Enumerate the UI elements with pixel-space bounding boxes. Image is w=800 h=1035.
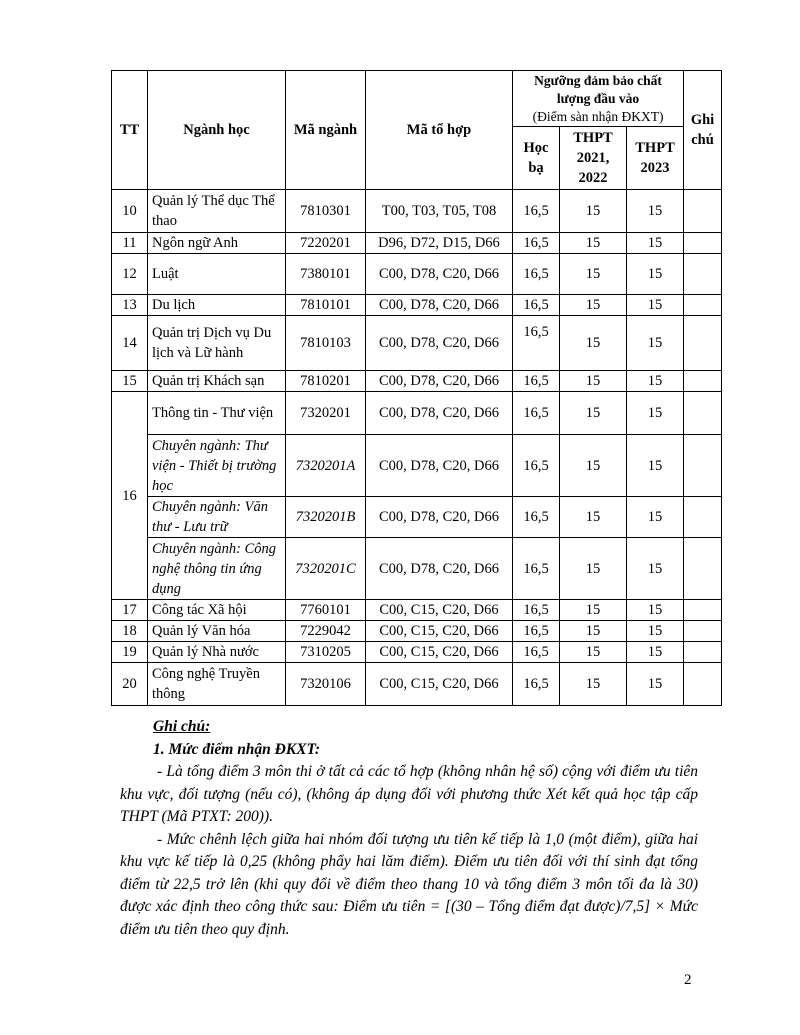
row-tt: 17 — [112, 600, 148, 621]
row-notes — [684, 663, 722, 706]
row-thpt-2021-2022: 15 — [560, 497, 627, 538]
table-row — [112, 621, 722, 642]
row-major-name: Chuyên ngành: Thư viện - Thiết bị trường học — [148, 435, 286, 497]
row-notes — [684, 497, 722, 538]
row-major-code: 7810301 — [286, 190, 366, 233]
row-hoc-ba: 16,5 — [513, 538, 560, 600]
row-combination: C00, D78, C20, D66 — [366, 371, 513, 392]
table-row — [112, 392, 722, 435]
row-notes — [684, 435, 722, 497]
header-thpt-2021-2022: THPT 2021, 2022 — [560, 127, 627, 190]
row-notes — [684, 392, 722, 435]
row-notes — [684, 233, 722, 254]
row-hoc-ba: 16,5 — [513, 497, 560, 538]
row-thpt-2021-2022: 15 — [560, 663, 627, 706]
notes-subtitle: 1. Mức điểm nhận ĐKXT: — [153, 740, 321, 758]
row-notes — [684, 254, 722, 295]
row-thpt-2021-2022: 15 — [560, 642, 627, 663]
table-row — [112, 233, 722, 254]
notes-title: Ghi chú: — [153, 718, 211, 735]
header-major-code: Mã ngành — [286, 71, 366, 190]
row-thpt-2021-2022: 15 — [560, 316, 627, 371]
row-hoc-ba: 16,5 — [513, 233, 560, 254]
row-hoc-ba: 16,5 — [513, 663, 560, 706]
row-combination: C00, C15, C20, D66 — [366, 600, 513, 621]
row-major-name: Luật — [148, 254, 286, 295]
row-major-code: 7220201 — [286, 233, 366, 254]
row-combination: C00, C15, C20, D66 — [366, 663, 513, 706]
row-major-name: Quản trị Dịch vụ Du lịch và Lữ hành — [148, 316, 286, 371]
header-major: Ngành học — [148, 71, 286, 190]
row-tt: 16 — [112, 392, 148, 600]
row-combination: C00, D78, C20, D66 — [366, 435, 513, 497]
row-notes — [684, 316, 722, 371]
row-major-name: Quản trị Khách sạn — [148, 371, 286, 392]
notes-section — [120, 716, 698, 941]
row-major-name: Công tác Xã hội — [148, 600, 286, 621]
row-combination: C00, C15, C20, D66 — [366, 621, 513, 642]
table-row — [112, 642, 722, 663]
row-tt: 18 — [112, 621, 148, 642]
row-major-code: 7320106 — [286, 663, 366, 706]
row-tt: 15 — [112, 371, 148, 392]
row-hoc-ba: 16,5 — [513, 295, 560, 316]
row-thpt-2021-2022: 15 — [560, 392, 627, 435]
row-tt: 12 — [112, 254, 148, 295]
row-major-code: 7229042 — [286, 621, 366, 642]
table-row — [112, 371, 722, 392]
row-hoc-ba: 16,5 — [513, 392, 560, 435]
row-tt: 20 — [112, 663, 148, 706]
table-row — [112, 600, 722, 621]
row-combination: C00, D78, C20, D66 — [366, 538, 513, 600]
table-row — [112, 316, 722, 371]
row-thpt-2023: 15 — [627, 642, 684, 663]
row-combination: C00, D78, C20, D66 — [366, 392, 513, 435]
page-number: 2 — [684, 972, 692, 988]
row-thpt-2023: 15 — [627, 371, 684, 392]
row-major-code: 7320201C — [286, 538, 366, 600]
row-notes — [684, 371, 722, 392]
row-major-name: Quản lý Thể dục Thể thao — [148, 190, 286, 233]
row-major-name: Quản lý Văn hóa — [148, 621, 286, 642]
row-thpt-2021-2022: 15 — [560, 538, 627, 600]
row-major-code: 7310205 — [286, 642, 366, 663]
row-thpt-2021-2022: 15 — [560, 621, 627, 642]
row-major-code: 7320201B — [286, 497, 366, 538]
row-combination: T00, T03, T05, T08 — [366, 190, 513, 233]
row-notes — [684, 295, 722, 316]
row-combination: C00, D78, C20, D66 — [366, 295, 513, 316]
header-tt: TT — [112, 71, 148, 190]
row-major-name: Thông tin - Thư viện — [148, 392, 286, 435]
row-thpt-2023: 15 — [627, 497, 684, 538]
header-notes: Ghi chú — [684, 71, 722, 190]
row-combination: C00, D78, C20, D66 — [366, 316, 513, 371]
row-tt: 11 — [112, 233, 148, 254]
row-major-name: Chuyên ngành: Văn thư - Lưu trữ — [148, 497, 286, 538]
row-major-name: Chuyên ngành: Công nghệ thông tin ứng dụng — [148, 538, 286, 600]
row-hoc-ba: 16,5 — [513, 621, 560, 642]
row-major-code: 7320201 — [286, 392, 366, 435]
row-hoc-ba: 16,5 — [513, 642, 560, 663]
row-thpt-2023: 15 — [627, 254, 684, 295]
row-major-code: 7810101 — [286, 295, 366, 316]
row-thpt-2021-2022: 15 — [560, 371, 627, 392]
notes-paragraph: - Là tổng điểm 3 môn thi ở tất cả các tổ hợp (không nhân hệ số) cộng với điểm ưu tiên khu vực, đối tượng (nếu có), (không áp dụng đối với phương thức Xét kết quả học tập cấp THPT (Mã PTXT: 200)). — [120, 763, 698, 825]
row-notes — [684, 190, 722, 233]
row-thpt-2023: 15 — [627, 233, 684, 254]
table-row — [112, 538, 722, 600]
row-notes — [684, 538, 722, 600]
row-thpt-2023: 15 — [627, 316, 684, 371]
row-thpt-2021-2022: 15 — [560, 233, 627, 254]
row-tt: 10 — [112, 190, 148, 233]
row-thpt-2021-2022: 15 — [560, 295, 627, 316]
row-thpt-2023: 15 — [627, 538, 684, 600]
row-tt: 19 — [112, 642, 148, 663]
row-thpt-2023: 15 — [627, 621, 684, 642]
admission-threshold-table — [111, 70, 722, 706]
row-thpt-2023: 15 — [627, 600, 684, 621]
row-major-code: 7380101 — [286, 254, 366, 295]
row-thpt-2023: 15 — [627, 392, 684, 435]
row-tt: 13 — [112, 295, 148, 316]
row-thpt-2021-2022: 15 — [560, 190, 627, 233]
row-combination: C00, C15, C20, D66 — [366, 642, 513, 663]
row-thpt-2023: 15 — [627, 435, 684, 497]
row-combination: D96, D72, D15, D66 — [366, 233, 513, 254]
row-thpt-2021-2022: 15 — [560, 600, 627, 621]
table-row — [112, 435, 722, 497]
row-combination: C00, D78, C20, D66 — [366, 254, 513, 295]
row-hoc-ba: 16,5 — [513, 190, 560, 233]
row-hoc-ba: 16,5 — [513, 435, 560, 497]
row-thpt-2023: 15 — [627, 190, 684, 233]
header-hoc-ba: Học bạ — [513, 127, 560, 190]
row-thpt-2023: 15 — [627, 663, 684, 706]
header-threshold-group — [513, 71, 684, 127]
row-thpt-2023: 15 — [627, 295, 684, 316]
row-notes — [684, 600, 722, 621]
header-threshold-subtitle: (Điểm sàn nhận ĐKXT) — [532, 108, 664, 124]
row-major-code: 7320201A — [286, 435, 366, 497]
header-combination-code: Mã tổ hợp — [366, 71, 513, 190]
table-row — [112, 254, 722, 295]
table-row — [112, 497, 722, 538]
row-major-name: Du lịch — [148, 295, 286, 316]
table-row — [112, 663, 722, 706]
row-hoc-ba: 16,5 — [513, 316, 560, 371]
row-notes — [684, 642, 722, 663]
header-thpt-2023: THPT 2023 — [627, 127, 684, 190]
row-tt: 14 — [112, 316, 148, 371]
row-major-name: Quản lý Nhà nước — [148, 642, 286, 663]
row-notes — [684, 621, 722, 642]
row-major-name: Công nghệ Truyền thông — [148, 663, 286, 706]
row-hoc-ba: 16,5 — [513, 371, 560, 392]
table-row — [112, 190, 722, 233]
row-thpt-2021-2022: 15 — [560, 254, 627, 295]
table-row — [112, 295, 722, 316]
row-combination: C00, D78, C20, D66 — [366, 497, 513, 538]
row-hoc-ba: 16,5 — [513, 254, 560, 295]
row-major-code: 7760101 — [286, 600, 366, 621]
row-hoc-ba: 16,5 — [513, 600, 560, 621]
row-thpt-2021-2022: 15 — [560, 435, 627, 497]
row-major-code: 7810201 — [286, 371, 366, 392]
header-threshold-title: Ngưỡng đảm bảo chất lượng đầu vào — [534, 72, 662, 106]
row-major-name: Ngôn ngữ Anh — [148, 233, 286, 254]
row-major-code: 7810103 — [286, 316, 366, 371]
notes-paragraph: - Mức chênh lệch giữa hai nhóm đối tượng ưu tiên kế tiếp là 1,0 (một điểm), giữa hai khu vực kế tiếp là 0,25 (không phẩy hai lăm điểm). Điểm ưu tiên đối với thí sinh đạt tổng điểm từ 22,5 trở lên (khi quy đổi về điểm theo thang 10 và tổng điểm 3 môn tối đa là 30) được xác định theo công thức sau: Điểm ưu tiên = [(30 – Tổng điểm đạt được)/7,5] × Mức điểm ưu tiên theo quy định. — [120, 830, 698, 938]
